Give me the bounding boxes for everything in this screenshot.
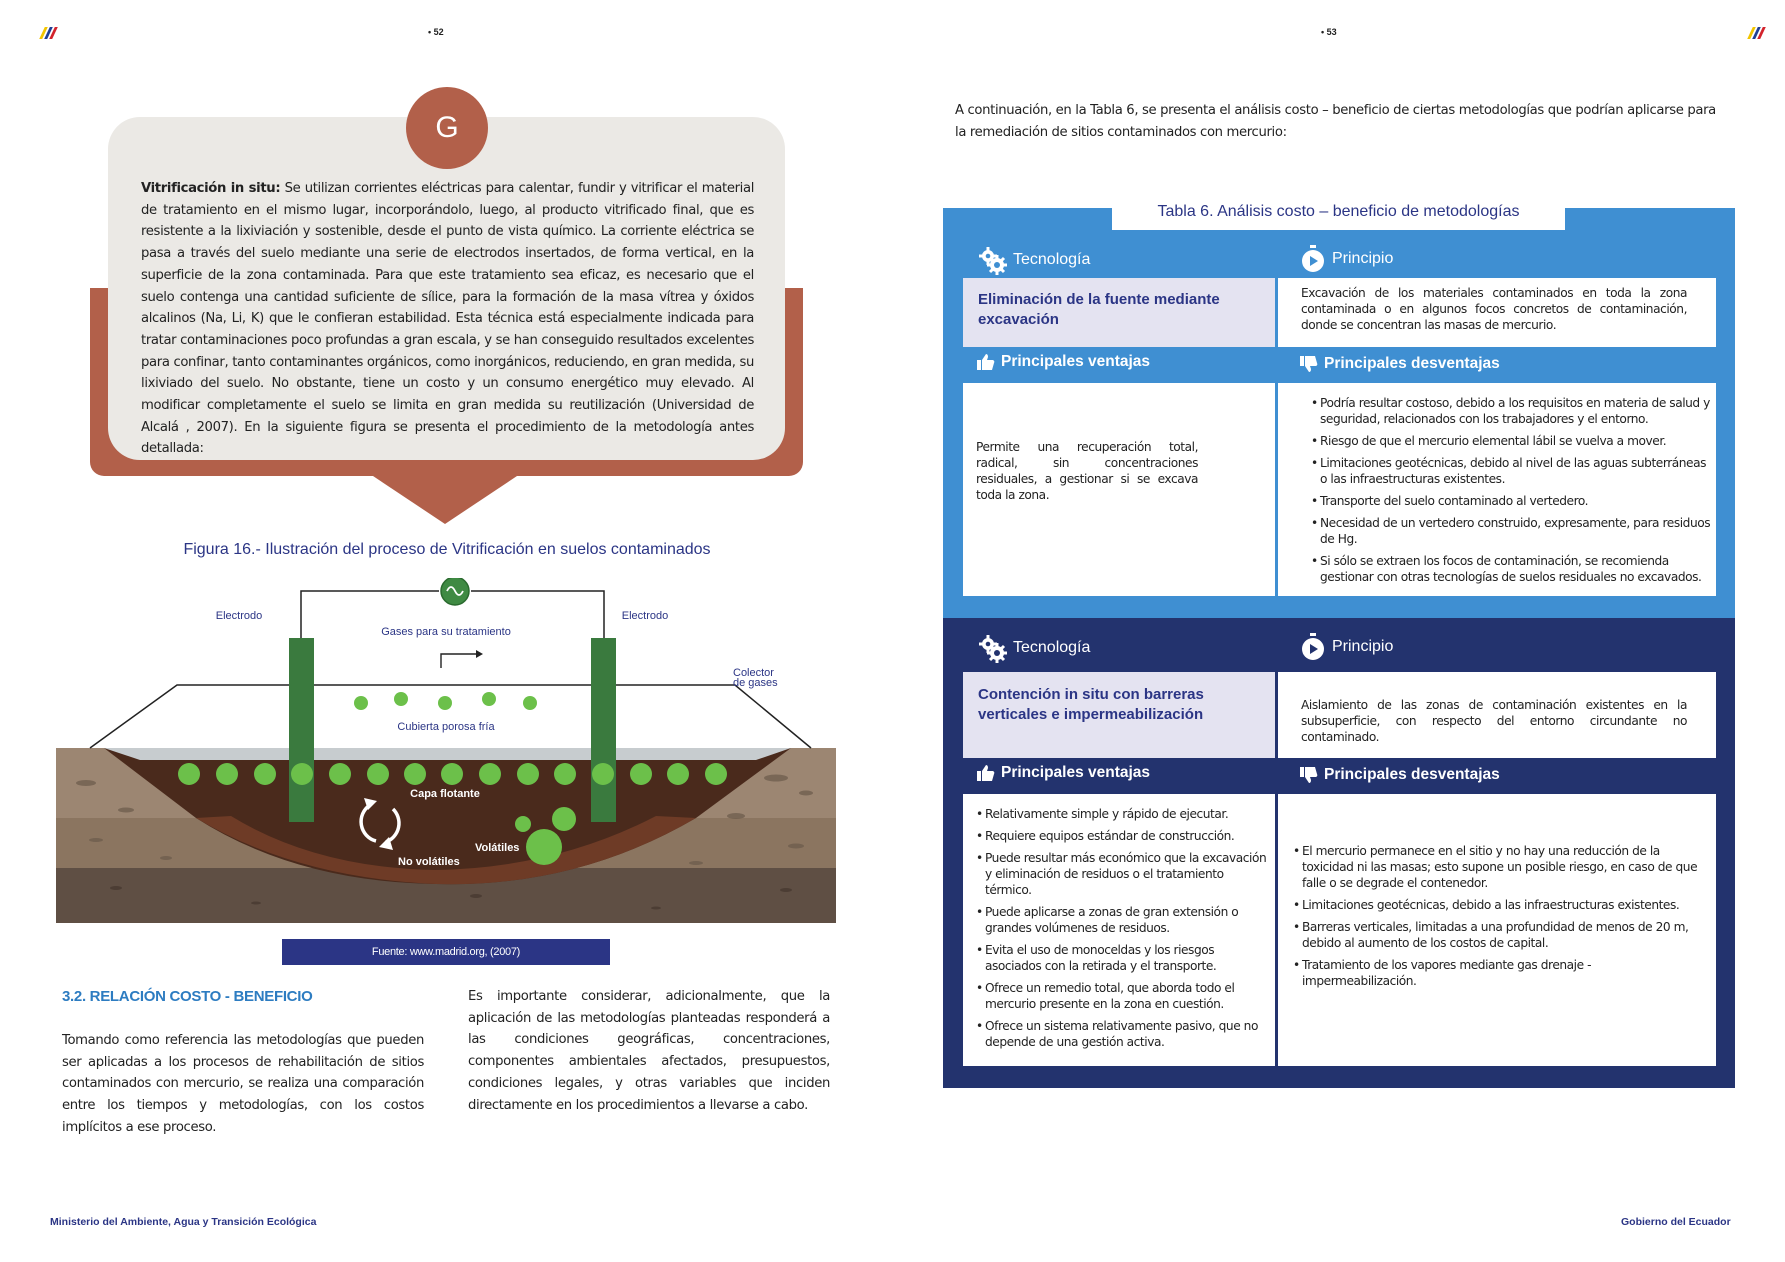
technology-1-name: Eliminación de la fuente mediante excavación [978,291,1220,328]
header-disadvantages-2 [1300,766,1500,784]
header-technology-label: Tecnología [1013,639,1091,657]
list-item: • Barreras verticales, limitadas a una profundidad de menos de 20 m, debido al aumento de los costos de capital. [1293,919,1703,951]
disadvantages-1-list [1311,395,1711,591]
electrode-left [289,638,314,822]
gas-collector-hood [90,685,811,748]
label-porous-cover: Cubierta porosa fría [397,721,495,733]
header-technology-2 [977,633,1090,663]
figure-title: Figura 16.- Ilustración del proceso de Vitrificación en suelos contaminados [183,541,711,558]
list-item: • Puede aplicarse a zonas de gran extensión o grandes volúmenes de residuos. [976,904,1270,936]
intro-paragraph: A continuación, en la Tabla 6, se presenta el análisis costo – beneficio de ciertas metodologías que podrían aplicarse para la remediación de sitios contaminados con mercurio: [955,103,1716,140]
callout-text [141,178,754,460]
label-gases: Gases para su tratamiento [381,626,511,638]
list-item: • Ofrece un sistema relativamente pasivo, que no depende de una gestión activa. [976,1018,1270,1050]
header-principle-label: Principio [1332,250,1394,268]
stopwatch-icon [1300,245,1326,273]
list-item: • Si sólo se extraen los focos de contaminación, se recomienda gestionar con otras tecnologías de suelos residuales no excavados. [1311,553,1711,585]
advantages-2-list [976,806,1270,1056]
advantages-1-text: Permite una recuperación total, radical, sin concentraciones residuales, a gestionar si se excava toda la zona. [976,440,1198,502]
list-item: • Ofrece un remedio total, que aborda todo el mercurio presente en la zona en cuestión. [976,980,1270,1012]
header-advantages-2 [977,764,1150,782]
vitrification-illustration [56,578,836,923]
list-item: • Tratamiento de los vapores mediante gas drenaje - impermeabilización. [1293,957,1703,989]
header-disadvantages-label: Principales desventajas [1324,355,1500,373]
label-collector-2: de gases [733,677,778,689]
thumbs-down-icon [1300,766,1318,784]
list-item: • Limitaciones geotécnicas, debido a las infraestructuras existentes. [1293,897,1703,913]
header-principle-1 [1300,245,1393,273]
callout-pointer [370,474,520,524]
header-disadvantages-label: Principales desventajas [1324,766,1500,784]
label-collector-1: Colector [733,667,774,679]
list-item: • Limitaciones geotécnicas, debido al nivel de las aguas subterráneas o las infraestructuras existentes. [1311,455,1711,487]
header-advantages-label: Principales ventajas [1001,764,1151,782]
label-floating-layer: Capa flotante [410,788,480,800]
label-electrode-right: Electrodo [621,610,669,622]
list-item: • Riesgo de que el mercurio elemental lábil se vuelva a mover. [1311,433,1711,449]
list-item: • Requiere equipos estándar de construcción. [976,828,1270,844]
list-item: • Evita el uso de monoceldas y los riesgos asociados con la retirada y el transporte. [976,942,1270,974]
electrode-right [591,638,616,822]
thumbs-up-icon [977,353,995,371]
list-item: • El mercurio permanece en el sitio y no hay una reducción de la toxicidad ni las masas; esto supone un posible riesgo, en caso de que falle o se degrade el contenedor. [1293,843,1703,891]
figure-source: Fuente: www.madrid.org, (2007) [282,939,610,965]
flag-icon [1748,27,1766,39]
disadvantages-2-list [1293,843,1703,995]
thumbs-up-icon [977,764,995,782]
label-non-volatile: No volátiles [398,856,460,868]
callout-term: Vitrificación in situ: [141,181,281,196]
list-item: • Relativamente simple y rápido de ejecutar. [976,806,1270,822]
header-advantages-1 [977,353,1150,371]
header-principle-label: Principio [1332,638,1394,656]
footer-right: Gobierno del Ecuador [1621,1216,1731,1228]
gas-flow-arrow-icon [441,654,476,668]
stopwatch-icon [1300,633,1326,661]
flag-icon [40,27,58,39]
header-technology-1 [977,245,1090,275]
paragraph-left: Tomando como referencia las metodologías que pueden ser aplicadas a los procesos de rehabilitación de sitios contaminados con mercurio, se realiza una comparación entre los tiempos y metodologías, con los costos implícitos a ese proceso. [62,1033,424,1135]
header-disadvantages-1 [1300,355,1500,373]
gears-icon [977,245,1007,275]
label-volatile: Volátiles [475,842,520,854]
header-advantages-label: Principales ventajas [1001,353,1151,371]
footer-left: Ministerio del Ambiente, Agua y Transición Ecológica [50,1216,317,1228]
principle-1-text: Excavación de los materiales contaminados en toda la zona contaminada o en algunos focos concretos de contaminación, donde se concentran las masas de mercurio. [1301,286,1687,332]
floating-layer-beads [178,763,727,785]
glossary-letter-badge: G [406,87,488,169]
list-item: • Podría resultar costoso, debido a los requisitos en materia de salud y seguridad, relacionados con los trabajadores y el entorno. [1311,395,1711,427]
header-principle-2 [1300,633,1393,661]
list-item: • Puede resultar más económico que la excavación y eliminación de residuos o el tratamiento térmico. [976,850,1270,898]
technology-2-name: Contención in situ con barreras verticales e impermeabilización [978,686,1204,723]
list-item: • Transporte del suelo contaminado al vertedero. [1311,493,1711,509]
gas-bubbles [354,692,537,710]
page-number-left: • 52 [428,27,444,37]
page-number-right: • 53 [1321,27,1337,37]
gears-icon [977,633,1007,663]
section-heading: 3.2. RELACIÓN COSTO - BENEFICIO [62,988,313,1005]
callout-definition: Se utilizan corrientes eléctricas para calentar, fundir y vitrificar el material de tratamiento en el mismo lugar, incorporándolo, luego, al producto vitrificado final, que es resistente a la lixiviación y sostenible, desde el punto de vista químico. La corriente eléctrica se pasa a través del suelo mediante una serie de electrodos insertados, de forma vertical, en la superficie de la zona contaminada. Para que este tratamiento sea eficaz, es necesario que el suelo contenga una cantidad suficiente de sílice, para la formación de la masa vítrea y óxidos alcalinos (Na, Li, K) que le confieran estabilidad. Esta técnica está especialmente indicada para tratar contaminaciones poco profundas a gran escala, y se han conseguido resultados excelentes para confinar, tanto contaminantes orgánicos, como inorgánicos, reduciendo, en gran medida, su lixiviado del suelo. No obstante, tiene un costo y un consumo energético muy elevado. Al modificar completamente el suelo se limita en gran medida su reutilización (Universidad de Alcalá , 2007). En la siguiente figura se presenta el procedimiento de la metodología antes detallada: [141,181,755,457]
thumbs-down-icon [1300,355,1318,373]
table-title: Tabla 6. Análisis costo – beneficio de metodologías [1112,200,1565,230]
porous-cover [104,748,791,760]
principle-2-text: Aislamiento de las zonas de contaminación existentes en la subsuperficie, con respecto del entorno circundante no contaminado. [1301,698,1687,744]
header-technology-label: Tecnología [1013,251,1091,269]
paragraph-right: Es importante considerar, adicionalmente, que la aplicación de las metodologías planteadas responderá a las condiciones geográficas, concentraciones, componentes ambientales afectados, presupuestos, condiciones legales, y otras variables que inciden directamente en los procedimientos a llevarse a cabo. [468,989,830,1113]
list-item: • Necesidad de un vertedero construido, expresamente, para residuos de Hg. [1311,515,1711,547]
label-electrode-left: Electrodo [215,610,263,622]
